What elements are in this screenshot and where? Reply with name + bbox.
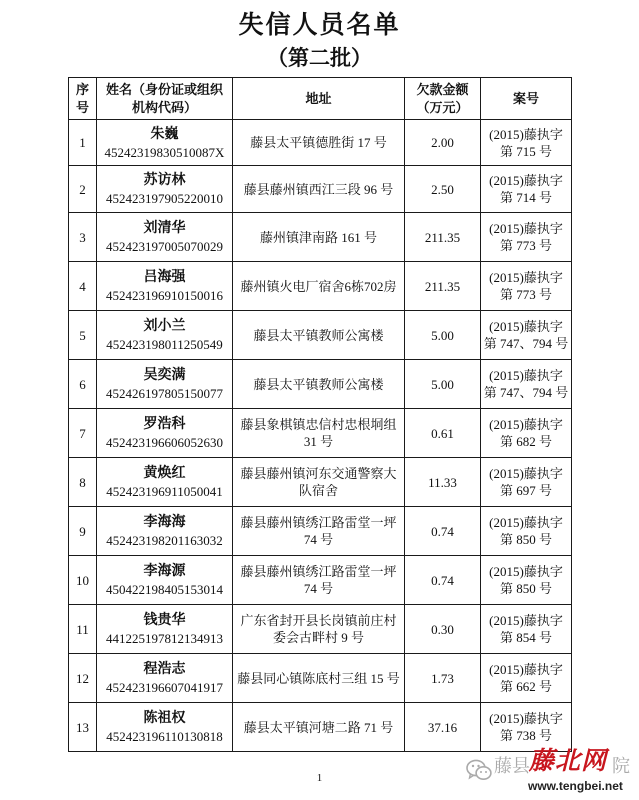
id-number: 452423196911050041 <box>106 484 223 499</box>
person-name: 吴奕满 <box>143 368 186 383</box>
case-line: (2015)藤执字 <box>489 126 563 142</box>
tengbei-logo: 藤北网 <box>529 746 608 775</box>
case-line: (2015)藤执字 <box>489 564 563 579</box>
address-cell <box>233 166 405 213</box>
person-name: 程浩志 <box>143 662 186 677</box>
header-address-label: 地址 <box>305 90 332 106</box>
id-number: 452423197905220010 <box>106 191 223 206</box>
case-line: 第 697 号 <box>499 483 552 498</box>
seq-cell: 10 <box>69 556 97 605</box>
case-cell <box>481 213 572 262</box>
seq-cell: 2 <box>69 166 97 213</box>
amount-cell: 2.00 <box>405 120 481 166</box>
person-name: 钱贵华 <box>143 613 186 628</box>
case-line: 第 738 号 <box>499 728 552 743</box>
seq-cell: 4 <box>69 262 97 311</box>
watermark-account-left: 藤县 <box>494 756 530 777</box>
person-name: 朱巍 <box>150 126 179 142</box>
id-number: 452426197805150077 <box>106 386 223 401</box>
seq-cell: 1 <box>69 120 97 166</box>
address-line: 藤州镇火电厂宿舍6栋702房 <box>240 278 397 294</box>
page-subtitle: （第二批） <box>267 46 372 70</box>
name-cell <box>97 507 233 556</box>
id-number: 452423198201163032 <box>106 533 223 548</box>
person-name: 罗浩科 <box>143 417 186 432</box>
case-cell <box>481 703 572 752</box>
case-cell <box>481 166 572 213</box>
amount-cell: 0.30 <box>405 605 481 654</box>
name-cell <box>97 262 233 311</box>
address-line: 藤县象棋镇忠信村忠根垌组 <box>240 417 397 432</box>
seq-cell: 3 <box>69 213 97 262</box>
header-amount-line: 欠款金额 <box>416 81 469 97</box>
id-number: 452423196110130818 <box>106 729 223 744</box>
table-row <box>69 360 572 409</box>
case-line: 第 747、794 号 <box>483 336 569 351</box>
id-number: 450422198405153014 <box>106 582 223 597</box>
person-name: 李海源 <box>143 564 186 579</box>
case-line: 第 773 号 <box>499 287 552 302</box>
case-line: (2015)藤执字 <box>489 368 563 383</box>
name-cell <box>97 360 233 409</box>
address-line: 74 号 <box>303 532 334 547</box>
address-line: 藤县同心镇陈底村三组 15 号 <box>237 670 400 686</box>
amount-cell: 0.74 <box>405 556 481 605</box>
case-line: (2015)藤执字 <box>489 515 563 530</box>
address-line: 队宿舍 <box>298 483 338 498</box>
dishonest-persons-table <box>68 77 572 752</box>
address-cell <box>233 556 405 605</box>
header-case-label: 案号 <box>512 90 539 106</box>
address-line: 藤县太平镇教师公寓楼 <box>253 327 384 343</box>
id-number: 452423197005070029 <box>106 239 223 254</box>
person-name: 刘小兰 <box>143 319 186 334</box>
wechat-icon <box>466 759 492 781</box>
seq-cell: 13 <box>69 703 97 752</box>
case-line: 第 850 号 <box>499 532 552 547</box>
case-cell <box>481 262 572 311</box>
seq-cell: 8 <box>69 458 97 507</box>
address-line: 藤县藤州镇绣江路雷堂一坪 <box>240 515 397 530</box>
seq-cell: 12 <box>69 654 97 703</box>
amount-cell: 0.61 <box>405 409 481 458</box>
address-cell <box>233 458 405 507</box>
case-line: (2015)藤执字 <box>489 417 563 432</box>
seq-cell: 5 <box>69 311 97 360</box>
case-line: (2015)藤执字 <box>489 270 563 285</box>
address-line: 31 号 <box>303 434 334 449</box>
amount-cell: 37.16 <box>405 703 481 752</box>
case-cell <box>481 360 572 409</box>
header-case <box>481 78 572 120</box>
case-cell <box>481 311 572 360</box>
address-cell <box>233 213 405 262</box>
id-number: 452423196910150016 <box>106 288 223 303</box>
case-cell <box>481 605 572 654</box>
case-cell <box>481 556 572 605</box>
address-cell <box>233 507 405 556</box>
case-line: (2015)藤执字 <box>489 613 563 628</box>
address-line: 委会古畔村 9 号 <box>272 630 364 645</box>
page-number: 1 <box>316 772 323 784</box>
seq-cell: 11 <box>69 605 97 654</box>
seq-cell: 9 <box>69 507 97 556</box>
table-body <box>69 120 572 752</box>
case-line: (2015)藤执字 <box>489 221 563 236</box>
amount-cell: 211.35 <box>405 213 481 262</box>
amount-cell: 2.50 <box>405 166 481 213</box>
address-cell <box>233 262 405 311</box>
case-line: 第 850 号 <box>499 581 552 596</box>
header-amount-line: （万元） <box>416 99 469 115</box>
case-line: (2015)藤执字 <box>489 319 563 334</box>
address-cell <box>233 120 405 166</box>
address-cell <box>233 409 405 458</box>
id-number: 452423198011250549 <box>106 337 223 352</box>
case-line: 第 714 号 <box>499 190 552 205</box>
address-cell <box>233 605 405 654</box>
case-line: (2015)藤执字 <box>489 711 563 726</box>
watermark-account-right: 院 <box>612 756 630 777</box>
person-name: 陈祖权 <box>143 711 186 726</box>
person-name: 苏访林 <box>143 173 186 188</box>
watermark-url: www.tengbei.net <box>528 779 623 793</box>
name-cell <box>97 556 233 605</box>
name-cell <box>97 605 233 654</box>
address-cell <box>233 654 405 703</box>
header-name <box>97 78 233 120</box>
address-line: 藤县藤州镇西江三段 96 号 <box>243 181 394 197</box>
table-row <box>69 120 572 166</box>
seq-cell: 7 <box>69 409 97 458</box>
id-number: 452423196607041917 <box>106 680 223 695</box>
person-name: 刘清华 <box>143 221 186 236</box>
name-cell <box>97 213 233 262</box>
case-line: (2015)藤执字 <box>489 466 563 481</box>
table-row <box>69 556 572 605</box>
case-line: (2015)藤执字 <box>489 662 563 677</box>
amount-cell: 1.73 <box>405 654 481 703</box>
address-line: 藤州镇津南路 161 号 <box>259 229 377 245</box>
header-seq <box>69 78 97 120</box>
case-line: 第 662 号 <box>499 679 552 694</box>
address-line: 藤县太平镇教师公寓楼 <box>253 376 384 392</box>
case-cell <box>481 654 572 703</box>
id-number: 45242319830510087X <box>104 144 225 160</box>
case-line: (2015)藤执字 <box>489 173 563 188</box>
table-row <box>69 654 572 703</box>
case-cell <box>481 409 572 458</box>
address-line: 藤县太平镇河塘二路 71 号 <box>243 719 394 735</box>
id-number: 452423196606052630 <box>106 435 223 450</box>
address-line: 藤县藤州镇河东交通警察大 <box>240 466 397 481</box>
table-row <box>69 213 572 262</box>
amount-cell: 5.00 <box>405 360 481 409</box>
address-cell <box>233 360 405 409</box>
header-name-line: 机构代码） <box>131 99 197 115</box>
header-name-line: 姓名（身份证或组织 <box>105 81 223 97</box>
name-cell <box>97 409 233 458</box>
table-row <box>69 166 572 213</box>
name-cell <box>97 311 233 360</box>
case-line: 第 682 号 <box>499 434 552 449</box>
amount-cell: 211.35 <box>405 262 481 311</box>
case-line: 第 715 号 <box>499 143 552 159</box>
table-row <box>69 311 572 360</box>
case-cell <box>481 120 572 166</box>
address-cell <box>233 311 405 360</box>
name-cell <box>97 654 233 703</box>
table-row <box>69 605 572 654</box>
table-row <box>69 507 572 556</box>
case-line: 第 773 号 <box>499 238 552 253</box>
name-cell <box>97 120 233 166</box>
amount-cell: 0.74 <box>405 507 481 556</box>
page-title: 失信人员名单 <box>238 12 401 39</box>
case-line: 第 747、794 号 <box>483 385 569 400</box>
table-row <box>69 458 572 507</box>
table-row <box>69 409 572 458</box>
table-header-row <box>69 78 572 120</box>
address-line: 藤县藤州镇绣江路雷堂一坪 <box>240 564 397 579</box>
header-seq-label: 序号 <box>75 81 89 115</box>
person-name: 黄焕红 <box>143 466 186 481</box>
name-cell <box>97 458 233 507</box>
case-cell <box>481 507 572 556</box>
table-row <box>69 703 572 752</box>
case-line: 第 854 号 <box>499 630 552 645</box>
table-row <box>69 262 572 311</box>
address-cell <box>233 703 405 752</box>
name-cell <box>97 166 233 213</box>
name-cell <box>97 703 233 752</box>
person-name: 李海海 <box>143 515 186 530</box>
amount-cell: 5.00 <box>405 311 481 360</box>
address-line: 74 号 <box>303 581 334 596</box>
seq-cell: 6 <box>69 360 97 409</box>
id-number: 441225197812134913 <box>106 631 223 646</box>
header-amount <box>405 78 481 120</box>
case-cell <box>481 458 572 507</box>
header-address <box>233 78 405 120</box>
address-line: 藤县太平镇德胜街 17 号 <box>250 135 387 150</box>
person-name: 吕海强 <box>143 270 186 285</box>
address-line: 广东省封开县长岗镇前庄村 <box>240 613 397 628</box>
amount-cell: 11.33 <box>405 458 481 507</box>
